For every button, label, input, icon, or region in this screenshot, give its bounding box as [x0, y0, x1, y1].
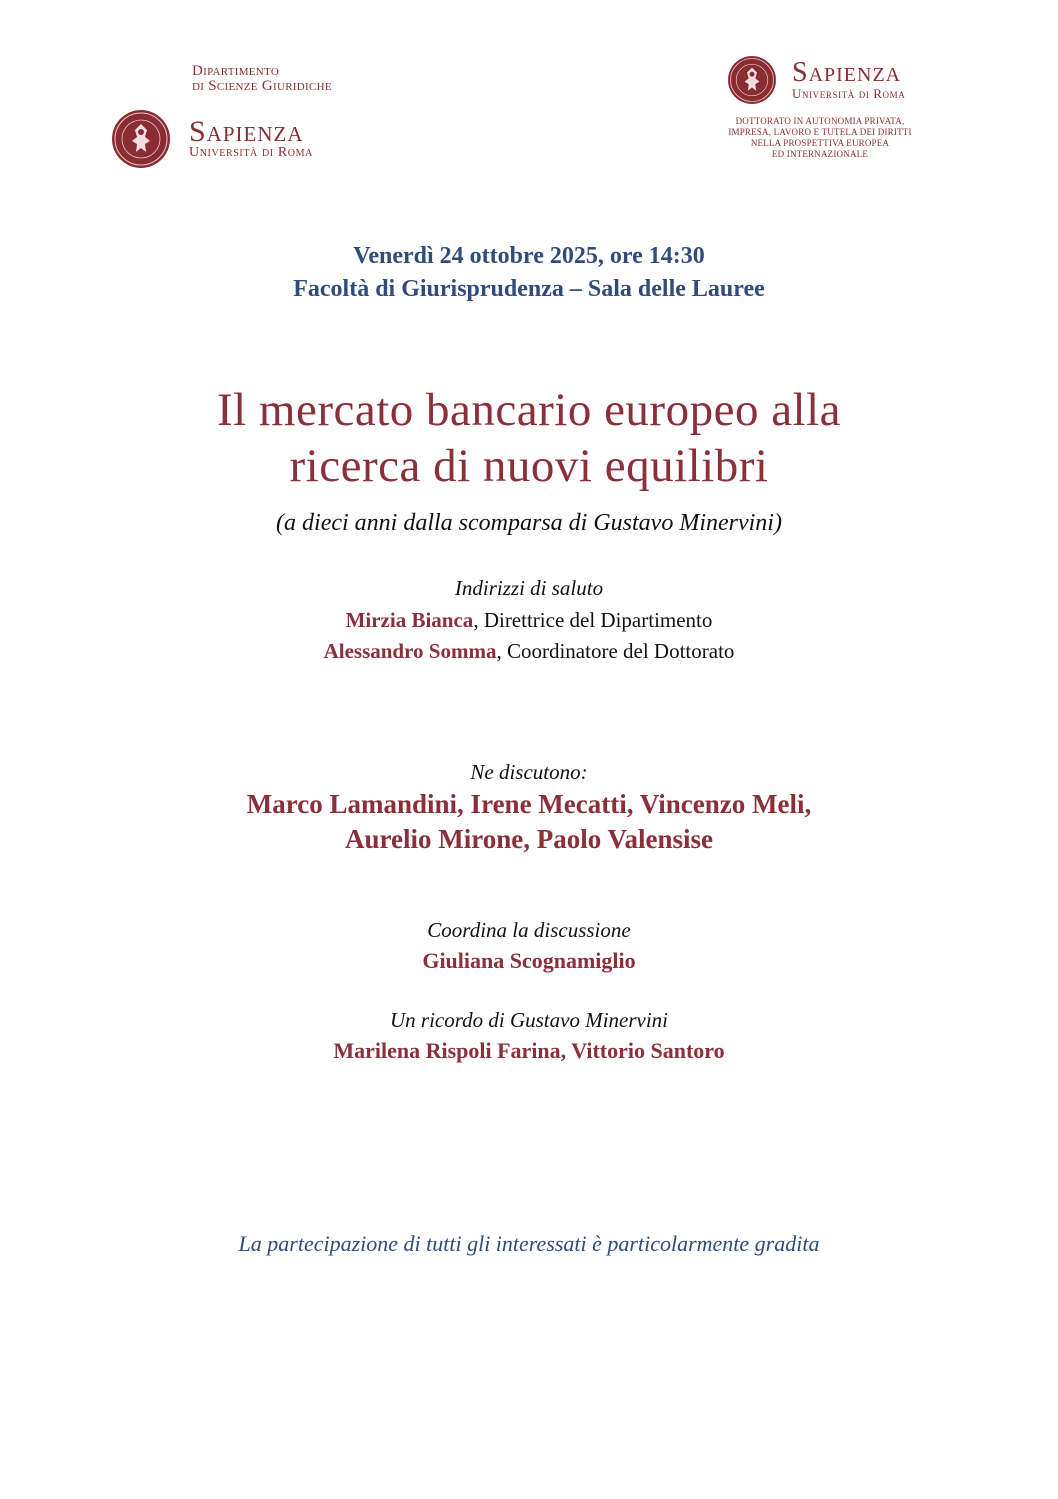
event-title — [0, 382, 1058, 494]
sapienza-seal-icon — [112, 110, 170, 168]
discussants-line2: Aurelio Mirone, Paolo Valensise — [344, 824, 713, 854]
event-subtitle: (a dieci anni dalla scomparsa di Gustavo Minervini) — [276, 510, 782, 536]
event-title-line1: Il mercato bancario europeo alla — [216, 384, 842, 436]
event-title-line2: ricerca di nuovi equilibri — [289, 440, 769, 492]
phd-logo — [728, 56, 968, 160]
university-wordmark: Sapienza — [189, 115, 304, 148]
phd-program-name: DOTTORATO IN AUTONOMIA PRIVATA, IMPRESA, LAVORO E TUTELA DEI DIRITTI NELLA PROSPETTIVA EUROPEA ED INTERNAZIONALE — [728, 116, 912, 159]
coordination-label: Coordina la discussione — [427, 918, 631, 942]
department-name-line2: di Scienze Giuridiche — [192, 78, 332, 94]
greeting-speaker — [0, 608, 1058, 633]
greetings-label: Indirizzi di saluto — [454, 576, 604, 600]
university-wordmark: Sapienza — [792, 57, 902, 88]
speaker-name: Alessandro Somma — [323, 639, 497, 663]
sapienza-seal-icon — [728, 56, 776, 104]
greeting-speaker — [0, 639, 1058, 664]
speaker-name: Mirzia Bianca — [345, 608, 474, 632]
speaker-role: , Coordinatore del Dottorato — [496, 639, 735, 663]
discussion-label: Ne discutono: — [470, 760, 588, 784]
participation-note: La partecipazione di tutti gli interessati è particolarmente gradita — [238, 1231, 820, 1256]
coordinator-name: Giuliana Scognamiglio — [422, 948, 636, 973]
university-city: Università di Roma — [792, 86, 906, 101]
discussants-line1: Marco Lamandini, Irene Mecatti, Vincenzo Meli, — [246, 789, 812, 819]
memorial-label: Un ricordo di Gustavo Minervini — [389, 1008, 669, 1032]
university-city: Università di Roma — [189, 145, 313, 160]
event-date: Venerdì 24 ottobre 2025, ore 14:30 — [353, 243, 705, 269]
memorial-speakers: Marilena Rispoli Farina, Vittorio Santoro — [333, 1038, 725, 1063]
department-name-line1: Dipartimento — [192, 63, 280, 79]
speaker-role: , Direttrice del Dipartimento — [473, 608, 713, 632]
department-logo — [112, 64, 412, 168]
event-venue: Facoltà di Giurisprudenza – Sala delle Lauree — [293, 276, 765, 302]
